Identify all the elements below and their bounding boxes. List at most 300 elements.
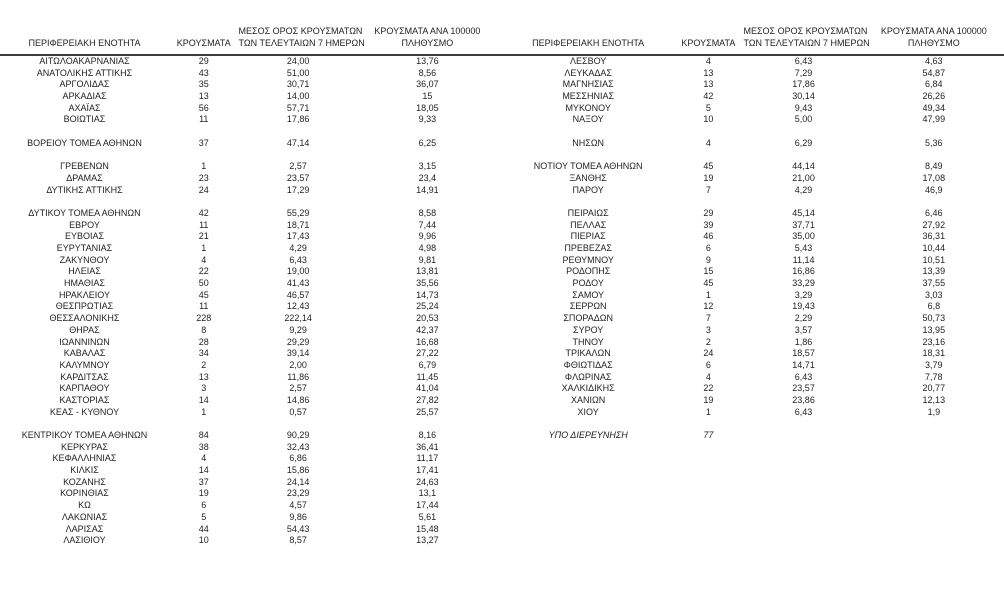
- region-cell: ΠΙΕΡΙΑΣ: [570, 231, 606, 242]
- cases-cell: 56: [198, 102, 209, 113]
- region-cell: ΚΕΑΣ - ΚΥΘΝΟΥ: [49, 406, 120, 417]
- avg7-cell: 39,14: [286, 348, 310, 359]
- region-cell: ΠΡΕΒΕΖΑΣ: [564, 243, 612, 253]
- avg7-cell: 2,29: [794, 313, 813, 324]
- per100k-cell: 24,63: [416, 476, 439, 487]
- per100k-cell: 20,77: [922, 383, 946, 394]
- table-row: [503, 208, 1004, 220]
- cases-cell: 1: [705, 406, 711, 417]
- per100k-cell: 3,15: [418, 161, 437, 172]
- avg7-cell: 5,00: [794, 114, 813, 125]
- table-row: [0, 231, 497, 243]
- cases-cell: 35: [198, 79, 209, 90]
- avg7-cell: 8,57: [289, 535, 307, 546]
- table-row: [0, 56, 497, 68]
- avg7-cell: 6,86: [289, 453, 307, 464]
- table-row: [0, 337, 497, 349]
- avg7-cell: 14,00: [286, 91, 310, 102]
- cases-cell: 44: [198, 523, 209, 534]
- regional-cases-table-left: [0, 0, 497, 547]
- cases-cell: 77: [703, 430, 714, 440]
- column-header-label-line1: ΚΡΟΥΣΜΑΤΑ ΑΝΑ 100000: [880, 26, 987, 36]
- avg7-cell: 23,29: [286, 488, 310, 499]
- region-cell: ΧΑΝΙΩΝ: [571, 394, 606, 405]
- per100k-cell: 8,56: [418, 67, 437, 78]
- per100k-cell: 6,25: [418, 137, 437, 148]
- table-row: [503, 325, 1004, 337]
- avg7-cell: 32,43: [286, 441, 310, 452]
- table-row: [0, 500, 497, 512]
- cases-cell: 45: [198, 289, 209, 300]
- region-cell: ΜΥΚΟΝΟΥ: [565, 102, 611, 113]
- region-cell: ΓΡΕΒΕΝΩΝ: [60, 161, 109, 172]
- region-cell: ΦΘΙΩΤΙΔΑΣ: [563, 359, 613, 370]
- region-cell: ΞΑΝΘΗΣ: [569, 172, 607, 183]
- per100k-cell: 18,05: [416, 102, 439, 113]
- avg7-cell: 24,00: [286, 56, 310, 66]
- avg7-cell: 16,86: [792, 266, 815, 277]
- table-row: [0, 372, 497, 384]
- table-row: [0, 266, 497, 278]
- cases-cell: 39: [703, 219, 714, 230]
- region-cell: ΠΕΙΡΑΙΩΣ: [567, 207, 609, 218]
- cases-cell: 38: [198, 441, 209, 452]
- table-header-row: [0, 0, 497, 53]
- cases-cell: 37: [198, 476, 209, 487]
- per100k-cell: 20,53: [416, 313, 439, 324]
- avg7-cell: 17,86: [286, 114, 310, 125]
- region-cell: ΑΡΓΟΛΙΔΑΣ: [59, 79, 110, 90]
- per100k-cell: 26,26: [922, 91, 946, 102]
- cases-cell: 19: [198, 488, 209, 499]
- region-cell: ΛΕΥΚΑΔΑΣ: [564, 67, 612, 78]
- avg7-cell: 2,57: [289, 383, 307, 394]
- avg7-cell: 37,71: [792, 219, 815, 230]
- table-row: [503, 301, 1004, 313]
- avg7-cell: 33,29: [792, 278, 815, 289]
- cases-cell: 6: [201, 500, 207, 511]
- cases-cell: 11: [199, 114, 209, 125]
- table-row: [0, 512, 497, 524]
- region-cell: ΕΒΡΟΥ: [69, 219, 100, 230]
- cases-cell: 11: [199, 219, 209, 230]
- table-row: [0, 79, 497, 91]
- per100k-cell: 25,24: [416, 301, 439, 312]
- table-row: [503, 56, 1004, 68]
- region-cell: ΜΑΓΝΗΣΙΑΣ: [562, 79, 614, 90]
- column-header-avg7: [743, 25, 870, 49]
- table-row: [0, 301, 497, 313]
- region-cell: ΣΕΡΡΩΝ: [569, 301, 607, 312]
- per100k-cell: 17,08: [922, 172, 946, 183]
- cases-cell: 12: [703, 301, 714, 312]
- cases-cell: 4: [201, 254, 207, 265]
- table-row: [0, 442, 497, 454]
- spacer-row: [0, 150, 497, 162]
- per100k-cell: 6,79: [418, 359, 437, 370]
- per100k-cell: 9,81: [418, 254, 437, 265]
- table-row: [0, 465, 497, 477]
- cases-cell: 84: [198, 430, 209, 440]
- region-cell: ΠΕΛΛΑΣ: [570, 219, 607, 230]
- column-header-label: ΚΡΟΥΣΜΑΤΑ: [681, 38, 736, 48]
- avg7-cell: 51,00: [286, 67, 310, 78]
- cases-cell: 2: [705, 336, 711, 347]
- per100k-cell: 50,73: [922, 313, 946, 324]
- table-row: [503, 278, 1004, 290]
- column-header-label-line1: ΜΕΣΟΣ ΟΡΟΣ ΚΡΟΥΣΜΑΤΩΝ: [743, 26, 868, 36]
- table-row: [0, 407, 497, 419]
- region-cell: ΜΕΣΣΗΝΙΑΣ: [562, 91, 615, 102]
- table-row: [503, 360, 1004, 372]
- table-row: [0, 488, 497, 500]
- table-row: [503, 114, 1004, 126]
- per100k-cell: 8,58: [418, 207, 437, 218]
- spacer-row: [0, 196, 497, 208]
- avg7-cell: 14,86: [286, 394, 310, 405]
- per100k-cell: 17,44: [416, 500, 439, 511]
- avg7-cell: 6,43: [794, 56, 813, 66]
- region-cell: ΑΙΤΩΛΟΑΚΑΡΝΑΝΙΑΣ: [39, 56, 130, 66]
- avg7-cell: 44,14: [792, 161, 815, 172]
- avg7-cell: [743, 430, 863, 442]
- avg7-cell: 21,00: [792, 172, 815, 183]
- cases-cell: 24: [703, 348, 714, 359]
- avg7-cell: 23,86: [792, 394, 815, 405]
- table-row: [503, 185, 1004, 197]
- per100k-cell: 11,45: [416, 371, 439, 382]
- region-cell: ΑΡΚΑΔΙΑΣ: [62, 91, 107, 102]
- avg7-cell: 30,71: [286, 79, 310, 90]
- per100k-cell: 13,27: [416, 535, 439, 546]
- per100k-cell: 13,39: [922, 266, 946, 277]
- per100k-cell: 11,17: [416, 453, 439, 464]
- column-header-label-line2: ΠΛΗΘΥΣΜΟ: [401, 38, 454, 48]
- per100k-cell: 14,91: [416, 184, 439, 195]
- cases-cell: 5: [201, 511, 207, 522]
- regional-cases-table-right: [503, 0, 1004, 442]
- avg7-cell: 3,57: [794, 324, 813, 335]
- cases-cell: 28: [198, 336, 209, 347]
- region-cell: ΚΕΝΤΡΙΚΟΥ ΤΟΜΕΑ ΑΘΗΝΩΝ: [21, 430, 148, 440]
- cases-cell: 6: [705, 359, 711, 370]
- spacer-row: [0, 418, 497, 430]
- avg7-cell: 18,71: [286, 219, 310, 230]
- left-table-body: [0, 56, 497, 547]
- region-cell: ΡΟΔΟΠΗΣ: [566, 266, 611, 277]
- region-cell: ΣΥΡΟΥ: [573, 324, 604, 335]
- avg7-cell: 1,86: [794, 336, 813, 347]
- region-cell: ΡΕΘΥΜΝΟΥ: [562, 254, 614, 265]
- avg7-cell: 2,00: [289, 359, 307, 370]
- column-header-label: ΚΡΟΥΣΜΑΤΑ: [176, 38, 231, 48]
- region-cell: ΑΝΑΤΟΛΙΚΗΣ ΑΤΤΙΚΗΣ: [36, 67, 133, 78]
- avg7-cell: 4,29: [794, 184, 813, 195]
- region-cell: ΚΕΡΚΥΡΑΣ: [61, 441, 108, 452]
- avg7-cell: 46,57: [286, 289, 310, 300]
- per100k-cell: 23,16: [922, 336, 946, 347]
- column-header-region: [503, 37, 673, 49]
- cases-cell: 14: [198, 465, 209, 476]
- cases-cell: 4: [201, 453, 207, 464]
- cases-cell: 8: [201, 324, 207, 335]
- region-cell: ΥΠΟ ΔΙΕΡΕΥΝΗΣΗ: [548, 430, 628, 440]
- table-row: [503, 173, 1004, 185]
- avg7-cell: 30,14: [792, 91, 815, 102]
- spacer-row: [0, 126, 497, 138]
- avg7-cell: 0,57: [289, 406, 307, 417]
- cases-cell: 228: [196, 313, 212, 324]
- column-header-per100k: [864, 25, 1004, 49]
- table-row: [0, 91, 497, 103]
- table-row: [503, 383, 1004, 395]
- cases-cell: 9: [705, 254, 711, 265]
- column-header-per100k: [358, 25, 497, 49]
- table-row: [0, 325, 497, 337]
- region-cell: ΖΑΚΥΝΘΟΥ: [59, 254, 110, 265]
- column-header-cases: [673, 37, 743, 49]
- cases-cell: 45: [703, 278, 714, 289]
- per100k-cell: 13,95: [922, 324, 946, 335]
- per100k-cell: 3,79: [925, 359, 943, 370]
- per100k-cell: 17,41: [416, 465, 439, 476]
- table-row: [503, 430, 1004, 442]
- per100k-cell: 27,82: [416, 394, 439, 405]
- per100k-cell: 25,57: [416, 406, 439, 417]
- cases-cell: 10: [703, 114, 714, 125]
- table-row: [0, 395, 497, 407]
- per100k-cell: 8,16: [418, 430, 437, 440]
- per100k-cell: 9,33: [418, 114, 437, 125]
- region-cell: ΘΕΣΠΡΩΤΙΑΣ: [55, 301, 114, 312]
- avg7-cell: 5,43: [794, 243, 813, 253]
- avg7-cell: 35,00: [792, 231, 815, 242]
- region-cell: ΕΥΡΥΤΑΝΙΑΣ: [56, 243, 113, 253]
- region-cell: ΚΑΒΑΛΑΣ: [63, 348, 106, 359]
- cases-cell: 15: [703, 266, 714, 277]
- table-row: [503, 103, 1004, 115]
- table-row: [503, 313, 1004, 325]
- region-cell: ΚΙΛΚΙΣ: [70, 465, 99, 476]
- cases-cell: 4: [705, 56, 711, 66]
- per100k-cell: 6,84: [925, 79, 943, 90]
- cases-cell: 34: [198, 348, 209, 359]
- per100k-cell: 9,96: [418, 231, 437, 242]
- table-row: [0, 278, 497, 290]
- table-row: [503, 220, 1004, 232]
- per100k-cell: 10,51: [922, 254, 946, 265]
- column-header-label-line2: ΠΛΗΘΥΣΜΟ: [907, 38, 960, 48]
- cases-cell: 42: [703, 91, 714, 102]
- cases-cell: 37: [198, 137, 209, 148]
- avg7-cell: 6,43: [794, 371, 813, 382]
- cases-cell: 1: [705, 289, 711, 300]
- per100k-cell: 37,55: [922, 278, 946, 289]
- table-row: [0, 161, 497, 173]
- per100k-cell: 6,46: [925, 207, 943, 218]
- table-row: [0, 68, 497, 80]
- per100k-cell: 35,56: [416, 278, 439, 289]
- avg7-cell: 47,14: [286, 137, 310, 148]
- table-row: [0, 360, 497, 372]
- region-cell: ΒΟΡΕΙΟΥ ΤΟΜΕΑ ΑΘΗΝΩΝ: [27, 137, 142, 148]
- table-row: [503, 243, 1004, 255]
- per100k-cell: 6,8: [927, 301, 941, 312]
- region-cell: ΧΑΛΚΙΔΙΚΗΣ: [561, 383, 615, 394]
- table-row: [0, 103, 497, 115]
- table-row: [0, 114, 497, 126]
- avg7-cell: 12,43: [286, 301, 310, 312]
- cases-cell: 7: [705, 313, 711, 324]
- region-cell: ΙΩΑΝΝΙΝΩΝ: [59, 336, 110, 347]
- avg7-cell: 11,86: [287, 371, 310, 382]
- region-cell: ΝΑΞΟΥ: [572, 114, 604, 125]
- per100k-cell: 27,92: [922, 219, 946, 230]
- table-row: [503, 407, 1004, 419]
- cases-cell: 13: [198, 91, 209, 102]
- table-row: [503, 231, 1004, 243]
- region-cell: ΛΑΣΙΘΙΟΥ: [63, 535, 106, 546]
- per100k-cell: 46,9: [925, 184, 943, 195]
- region-cell: ΚΟΡΙΝΘΙΑΣ: [60, 488, 109, 499]
- cases-cell: 29: [703, 207, 714, 218]
- per100k-cell: 13,1: [418, 488, 437, 499]
- per100k-cell: 13,81: [416, 266, 439, 277]
- per100k-cell: 8,49: [925, 161, 943, 172]
- cases-cell: 6: [705, 243, 711, 253]
- region-cell: ΔΥΤΙΚΗΣ ΑΤΤΙΚΗΣ: [46, 184, 123, 195]
- cases-cell: 29: [198, 56, 209, 66]
- per100k-cell: 4,98: [418, 243, 437, 253]
- cases-cell: 13: [198, 371, 209, 382]
- cases-cell: 22: [198, 266, 209, 277]
- per100k-cell: 7,78: [925, 371, 943, 382]
- column-header-cases: [169, 37, 239, 49]
- per100k-cell: 47,99: [922, 114, 946, 125]
- region-cell: ΚΕΦΑΛΛΗΝΙΑΣ: [52, 453, 117, 464]
- per100k-cell: 14,73: [416, 289, 439, 300]
- per100k-cell: 41,04: [416, 383, 439, 394]
- table-row: [503, 290, 1004, 302]
- avg7-cell: 17,86: [792, 79, 815, 90]
- avg7-cell: 14,71: [792, 359, 815, 370]
- per100k-cell: 10,44: [922, 243, 946, 253]
- table-row: [503, 395, 1004, 407]
- region-cell: ΚΑΡΠΑΘΟΥ: [59, 383, 110, 394]
- table-row: [0, 453, 497, 465]
- avg7-cell: 18,57: [792, 348, 815, 359]
- per100k-cell: 1,9: [927, 406, 941, 417]
- avg7-cell: 29,29: [286, 336, 310, 347]
- column-header-label: ΠΕΡΙΦΕΡΕΙΑΚΗ ΕΝΟΤΗΤΑ: [532, 38, 645, 48]
- avg7-cell: 45,14: [792, 207, 815, 218]
- avg7-cell: 222,14: [284, 313, 312, 324]
- table-row: [0, 535, 497, 547]
- cases-cell: 1: [201, 243, 207, 253]
- cases-cell: 10: [198, 535, 209, 546]
- region-cell: ΚΟΖΑΝΗΣ: [63, 476, 106, 487]
- avg7-cell: 24,14: [286, 476, 310, 487]
- avg7-cell: 19,43: [792, 301, 815, 312]
- avg7-cell: 55,29: [286, 207, 310, 218]
- region-cell: ΛΑΚΩΝΙΑΣ: [61, 511, 108, 522]
- table-header-row: [503, 0, 1004, 53]
- avg7-cell: 3,29: [794, 289, 813, 300]
- spacer-row: [503, 150, 1004, 162]
- per100k-cell: 5,61: [418, 511, 437, 522]
- avg7-cell: 4,29: [289, 243, 307, 253]
- per100k-cell: 36,41: [416, 441, 439, 452]
- per100k-cell: 27,22: [416, 348, 439, 359]
- table-row: [0, 138, 497, 150]
- avg7-cell: 11,14: [792, 254, 815, 265]
- cases-cell: 2: [201, 359, 207, 370]
- table-row: [0, 477, 497, 489]
- column-header-label-line2: ΤΩΝ ΤΕΛΕΥΤΑΙΩΝ 7 ΗΜΕΡΩΝ: [743, 38, 870, 48]
- per100k-cell: 16,68: [416, 336, 439, 347]
- region-cell: ΔΥΤΙΚΟΥ ΤΟΜΕΑ ΑΘΗΝΩΝ: [28, 207, 141, 218]
- cases-cell: 42: [198, 207, 209, 218]
- avg7-cell: 54,43: [286, 523, 310, 534]
- cases-cell: 11: [199, 301, 209, 312]
- per100k-cell: 49,34: [922, 102, 946, 113]
- cases-cell: 21: [198, 231, 209, 242]
- region-cell: ΘΗΡΑΣ: [69, 324, 100, 335]
- cases-cell: 46: [703, 231, 714, 242]
- column-header-label-line2: ΤΩΝ ΤΕΛΕΥΤΑΙΩΝ 7 ΗΜΕΡΩΝ: [238, 38, 365, 48]
- column-header-label-line1: ΜΕΣΟΣ ΟΡΟΣ ΚΡΟΥΣΜΑΤΩΝ: [238, 26, 363, 36]
- table-row: [503, 138, 1004, 150]
- cases-cell: 3: [705, 324, 711, 335]
- cases-cell: 13: [703, 67, 714, 78]
- table-row: [0, 430, 497, 442]
- region-cell: ΠΑΡΟΥ: [572, 184, 604, 195]
- avg7-cell: 15,86: [286, 465, 310, 476]
- cases-cell: 43: [198, 67, 209, 78]
- region-cell: ΘΕΣΣΑΛΟΝΙΚΗΣ: [49, 313, 120, 324]
- region-cell: ΗΜΑΘΙΑΣ: [64, 278, 105, 289]
- avg7-cell: 9,86: [289, 511, 307, 522]
- region-cell: ΚΩ: [78, 500, 91, 511]
- table-row: [0, 173, 497, 185]
- avg7-cell: 4,57: [289, 500, 307, 511]
- column-header-region: [0, 37, 169, 49]
- table-row: [503, 266, 1004, 278]
- avg7-cell: 9,29: [289, 324, 307, 335]
- per100k-cell: 15,48: [416, 523, 439, 534]
- region-cell: ΛΑΡΙΣΑΣ: [65, 523, 104, 534]
- region-cell: ΝΗΣΩΝ: [572, 137, 605, 148]
- cases-cell: 19: [703, 394, 714, 405]
- avg7-cell: 23,57: [792, 383, 815, 394]
- cases-cell: 7: [705, 184, 711, 195]
- spacer-row: [503, 418, 1004, 430]
- cases-cell: 1: [201, 406, 207, 417]
- avg7-cell: 9,43: [794, 102, 813, 113]
- cases-cell: 4: [705, 137, 711, 148]
- avg7-cell: 57,71: [286, 102, 310, 113]
- region-cell: ΕΥΒΟΙΑΣ: [64, 231, 105, 242]
- avg7-cell: 17,43: [286, 231, 310, 242]
- region-cell: ΤΗΝΟΥ: [572, 336, 604, 347]
- region-cell: ΤΡΙΚΑΛΩΝ: [565, 348, 611, 359]
- avg7-cell: 6,43: [289, 254, 307, 265]
- per100k-cell: 5,36: [925, 137, 943, 148]
- cases-cell: 3: [201, 383, 207, 394]
- region-cell: ΣΠΟΡΑΔΩΝ: [563, 313, 613, 324]
- region-cell: ΗΡΑΚΛΕΙΟΥ: [58, 289, 111, 300]
- per100k-cell: 7,44: [418, 219, 437, 230]
